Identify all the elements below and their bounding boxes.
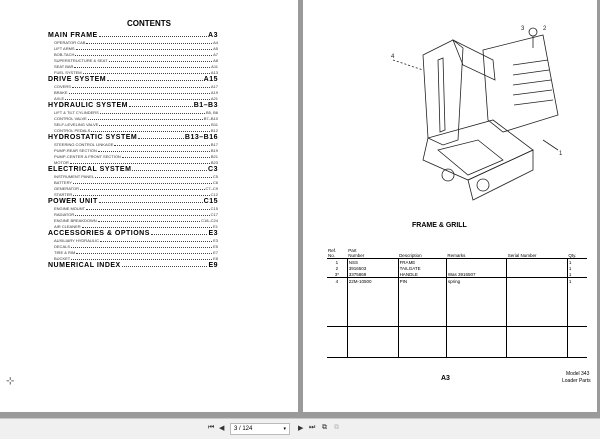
table-of-contents bbox=[48, 32, 218, 270]
toc-page: A19 bbox=[210, 90, 218, 95]
page-indicator: 3 / 124 bbox=[234, 426, 253, 432]
toc-page: C12 bbox=[210, 192, 218, 197]
table-cell: NSS bbox=[347, 259, 398, 266]
toc-page: A15 bbox=[203, 76, 218, 83]
leader-dots bbox=[80, 189, 205, 190]
toc-label: DECALS bbox=[54, 244, 71, 249]
toc-label: SEAT BAR bbox=[54, 64, 74, 69]
toc-page: E5 bbox=[213, 244, 218, 249]
leader-dots bbox=[65, 99, 210, 100]
column-header: Qty. bbox=[567, 248, 587, 259]
toc-page: B12 bbox=[210, 128, 218, 133]
toc-label: CONTROL PEDALS bbox=[54, 128, 91, 133]
toc-page: A7 bbox=[213, 52, 218, 57]
table-cell bbox=[398, 351, 446, 358]
crosshair-mark-icon: ⊹ bbox=[6, 376, 15, 387]
left-page bbox=[0, 0, 298, 412]
leader-dots bbox=[73, 195, 209, 196]
toc-label: LIFT & TILT CYLINDERS bbox=[54, 110, 99, 115]
toc-label: PUMP-CENTER & FRONT SECTION bbox=[54, 154, 121, 159]
next-page-button[interactable]: ▶ bbox=[298, 425, 304, 432]
toc-label: AXLE bbox=[54, 96, 65, 101]
leader-dots bbox=[122, 266, 208, 267]
toc-page: C17 bbox=[210, 212, 218, 217]
table-cell: FRAME bbox=[398, 259, 446, 266]
table-cell bbox=[347, 351, 398, 358]
contents-title: CONTENTS bbox=[127, 19, 171, 28]
table-cell: 2 bbox=[335, 265, 339, 271]
toc-label: STARTER bbox=[54, 192, 73, 197]
toc-page: B11 bbox=[211, 122, 218, 127]
toc-label: ACCESSORIES & OPTIONS bbox=[48, 230, 150, 237]
toc-page: C3 bbox=[208, 166, 218, 173]
toc-label: OPERATOR CAB bbox=[54, 40, 86, 45]
toc-label: ENGINE MOUNT bbox=[54, 206, 86, 211]
leader-dots bbox=[75, 215, 209, 216]
leader-dots bbox=[71, 259, 212, 260]
leader-dots bbox=[83, 73, 210, 74]
toc-page: A21 bbox=[210, 96, 218, 101]
leader-dots bbox=[99, 125, 210, 126]
leader-dots bbox=[91, 131, 210, 132]
leader-dots bbox=[98, 221, 200, 222]
toc-label: HYDROSTATIC SYSTEM bbox=[48, 134, 138, 141]
parts-table bbox=[327, 248, 587, 358]
toc-label: AIR CLEANER bbox=[54, 224, 81, 229]
toc-page: B1–B3 bbox=[193, 102, 218, 109]
table-cell: 4 bbox=[335, 278, 339, 284]
toc-entry[interactable] bbox=[48, 32, 218, 40]
toc-page: E8 bbox=[213, 256, 218, 261]
toc-label: TIRE & RIM bbox=[54, 250, 76, 255]
toc-label: NUMERICAL INDEX bbox=[48, 262, 121, 269]
toc-label: HYDRAULIC SYSTEM bbox=[48, 102, 128, 109]
model-label: Model 343 bbox=[566, 371, 590, 377]
table-cell bbox=[327, 351, 347, 358]
leader-dots bbox=[73, 183, 212, 184]
table-cell: 1 bbox=[567, 271, 587, 278]
leader-dots bbox=[122, 157, 210, 158]
toc-label: MOTOR bbox=[54, 160, 69, 165]
toc-page: B21 bbox=[210, 154, 218, 159]
table-cell: 1 bbox=[567, 278, 587, 285]
toc-page: E3 bbox=[208, 230, 218, 237]
toc-page: A8 bbox=[213, 58, 218, 63]
toc-label: PUMP-REAR SECTION bbox=[54, 148, 97, 153]
toc-page: A5 bbox=[213, 46, 218, 51]
book-label: Loader Parts bbox=[562, 378, 591, 384]
last-page-button[interactable]: ⏭ bbox=[309, 424, 316, 431]
toc-page: C5 bbox=[212, 174, 218, 179]
table-cell bbox=[567, 351, 587, 358]
leader-dots bbox=[99, 36, 207, 37]
leader-dots bbox=[76, 253, 212, 254]
table-cell: 22M-10500 bbox=[347, 278, 398, 285]
toc-page: A11 bbox=[211, 64, 218, 69]
leader-dots bbox=[107, 80, 203, 81]
leader-dots bbox=[72, 87, 210, 88]
toc-page: A4 bbox=[213, 40, 218, 45]
leader-dots bbox=[109, 61, 213, 62]
figure-title: FRAME & GRILL bbox=[412, 222, 467, 229]
leader-dots bbox=[151, 234, 208, 235]
toc-entry[interactable] bbox=[48, 198, 218, 206]
viewer-toolbar bbox=[0, 418, 600, 439]
leader-dots bbox=[82, 227, 212, 228]
leader-dots bbox=[74, 67, 210, 68]
toc-label: POWER UNIT bbox=[48, 198, 98, 205]
column-header: Ref. No. bbox=[327, 248, 347, 259]
copy-icon[interactable]: ⧉ bbox=[322, 424, 327, 431]
column-header: Remarks bbox=[446, 248, 506, 259]
column-header: Serial Number bbox=[507, 248, 568, 259]
toc-label: INSTRUMENT PANEL bbox=[54, 174, 95, 179]
page-number-input[interactable] bbox=[230, 423, 290, 435]
toc-page: A13 bbox=[210, 70, 218, 75]
toc-label: COVERS bbox=[54, 84, 71, 89]
column-header: Description bbox=[398, 248, 446, 259]
page-label: A3 bbox=[441, 375, 450, 382]
leader-dots bbox=[88, 119, 203, 120]
toc-entry[interactable] bbox=[48, 230, 218, 238]
svg-text:3: 3 bbox=[521, 26, 525, 32]
column-header: Part Number bbox=[347, 248, 398, 259]
toc-page: B17 bbox=[210, 142, 218, 147]
table-cell: spring bbox=[446, 278, 506, 285]
toc-page: B19 bbox=[210, 148, 218, 153]
toc-label: BUCKET bbox=[54, 256, 71, 261]
toc-label: DRIVE SYSTEM bbox=[48, 76, 107, 83]
toc-entry[interactable] bbox=[48, 102, 218, 110]
table-cell bbox=[446, 351, 506, 358]
leader-dots bbox=[95, 177, 212, 178]
toc-page: E1 bbox=[213, 224, 218, 229]
toc-label: RADIATOR bbox=[54, 212, 75, 217]
toc-label: LIFT ARMS bbox=[54, 46, 75, 51]
toc-label: SUPERSTRUCTURE & SEAT bbox=[54, 58, 108, 63]
leader-dots bbox=[76, 49, 212, 50]
table-cell: Was 3916507 bbox=[446, 271, 506, 278]
toc-page: C7–C9 bbox=[205, 186, 218, 191]
table-cell bbox=[507, 351, 568, 358]
toc-page: B7–B10 bbox=[203, 116, 218, 121]
svg-text:2: 2 bbox=[543, 26, 547, 32]
toc-page: C15 bbox=[203, 198, 218, 205]
table-cell: 3916503 bbox=[347, 265, 398, 271]
table-cell: TAILGATE bbox=[398, 265, 446, 271]
toc-label: AUXILIARY HYDRAULIC bbox=[54, 238, 99, 243]
table-cell: HANDLE bbox=[398, 271, 446, 278]
toc-label: BOB-TACH bbox=[54, 52, 75, 57]
dropdown-icon: ▾ bbox=[283, 426, 286, 432]
table-cell: PIN bbox=[398, 278, 446, 285]
leader-dots bbox=[100, 241, 212, 242]
toc-label: MAIN FRAME bbox=[48, 32, 98, 39]
leader-dots bbox=[98, 151, 210, 152]
leader-dots bbox=[132, 170, 207, 171]
toc-label: BATTERY bbox=[54, 180, 73, 185]
toc-label: STEERING CONTROL LINKAGE bbox=[54, 142, 114, 147]
toc-entry[interactable] bbox=[48, 134, 218, 142]
toc-page: E9 bbox=[208, 262, 218, 269]
first-page-button[interactable]: ⏮ bbox=[208, 424, 215, 431]
toc-entry[interactable] bbox=[48, 262, 218, 270]
leader-dots bbox=[99, 202, 203, 203]
toc-page: E7 bbox=[213, 250, 218, 255]
toc-label: GENERATOR bbox=[54, 186, 79, 191]
leader-dots bbox=[129, 106, 193, 107]
leader-dots bbox=[86, 43, 212, 44]
toc-label: CONTROL VALVE bbox=[54, 116, 87, 121]
leader-dots bbox=[114, 145, 209, 146]
toc-page: C15 bbox=[210, 206, 218, 211]
toc-page: A3 bbox=[208, 32, 218, 39]
toc-page: E3 bbox=[213, 238, 218, 243]
toc-entry[interactable] bbox=[48, 166, 218, 174]
table-cell: 1 bbox=[335, 259, 339, 265]
empty-row bbox=[327, 351, 587, 358]
table-cell: 3375869 bbox=[347, 271, 398, 278]
leader-dots bbox=[69, 93, 210, 94]
leader-dots bbox=[86, 209, 210, 210]
leader-dots bbox=[71, 247, 212, 248]
frame-grill-diagram bbox=[383, 20, 573, 210]
toc-label: FUEL SYSTEM bbox=[54, 70, 82, 75]
leader-dots bbox=[100, 113, 205, 114]
leader-dots bbox=[75, 55, 212, 56]
table-cell: 1 bbox=[567, 259, 587, 266]
toc-label: SELF-LEVELING VALVE bbox=[54, 122, 99, 127]
toc-page: C6 bbox=[212, 180, 218, 185]
toc-label: ELECTRICAL SYSTEM bbox=[48, 166, 132, 173]
toc-page: B5, B6 bbox=[205, 110, 218, 115]
toc-label: BRAKE bbox=[54, 90, 68, 95]
toc-page: B23 bbox=[210, 160, 218, 165]
toc-page: C18–C24 bbox=[201, 218, 218, 223]
paste-icon[interactable]: ⧉ bbox=[334, 424, 339, 431]
toc-label: ENGINE BREAKDOWN bbox=[54, 218, 97, 223]
leader-dots bbox=[138, 138, 184, 139]
svg-text:4: 4 bbox=[391, 54, 395, 60]
table-cell: 3* bbox=[334, 271, 339, 277]
previous-page-button[interactable]: ◀ bbox=[219, 425, 225, 432]
leader-dots bbox=[70, 163, 210, 164]
toc-entry[interactable] bbox=[48, 76, 218, 84]
svg-text:1: 1 bbox=[559, 151, 563, 157]
toc-page: B13–B16 bbox=[184, 134, 218, 141]
toc-page: A17 bbox=[210, 84, 218, 89]
table-cell: 1 bbox=[567, 265, 587, 271]
